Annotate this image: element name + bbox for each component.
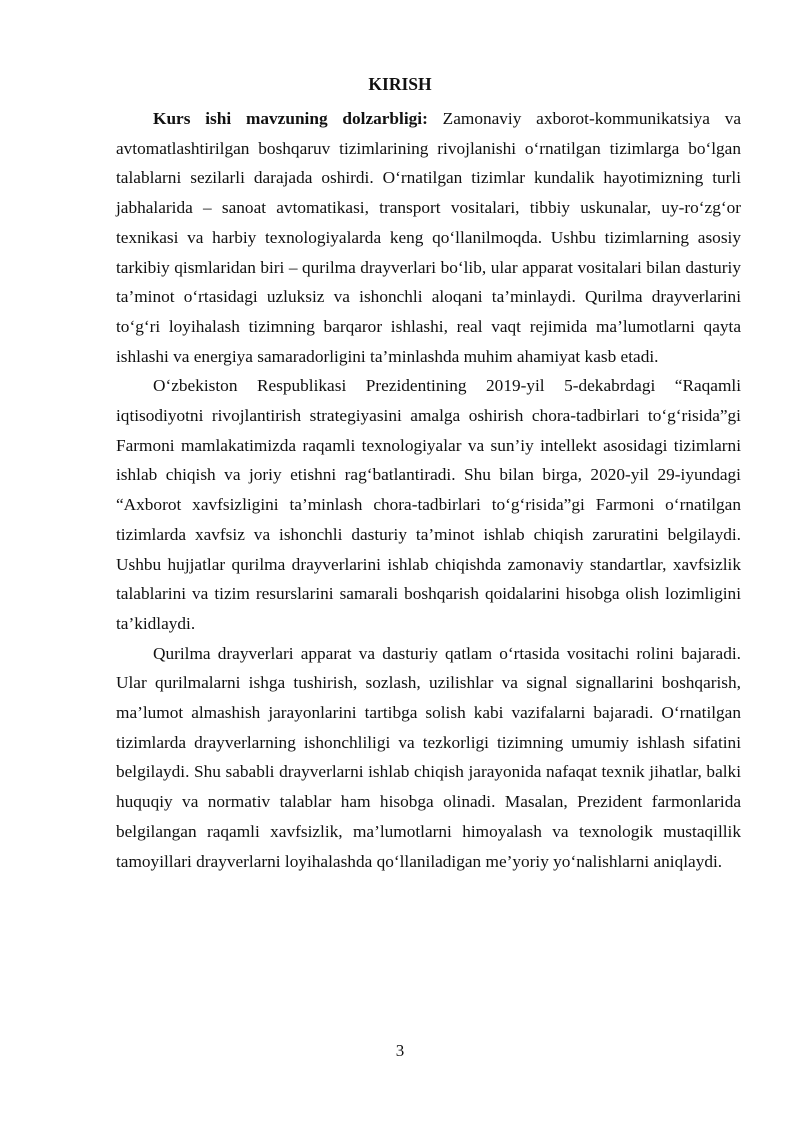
paragraph-lead: Kurs ishi mavzuning dolzarbligi: (153, 109, 428, 128)
paragraph-relevance (116, 104, 741, 371)
page-number: 3 (395, 1041, 405, 1060)
paragraph-text: Zamonaviy axborot-kommunikatsiya va avtomatlashtirilgan boshqaruv tizimlarining rivojlanishi o‘rnatilgan tizimlarga bo‘lgan talablarni sezilarli darajada oshirdi. O‘rnatilgan tizimlar kundalik hayotimizning turli jabhalarida – sanoat avtomatikasi, transport vositalari, tibbiy uskunalar, uy-ro‘zg‘or texnikasi va harbiy texnologiyalarda keng qo‘llanilmoqda. Ushbu tizimlarning asosiy tarkibiy qismlaridan biri – qurilma drayverlari bo‘lib, ular apparat vositalari bilan dasturiy ta’minot o‘rtasidagi uzluksiz va ishonchli aloqani ta’minlaydi. Qurilma drayverlarini to‘g‘ri loyihalash tizimning barqaror ishlashi, real vaqt rejimida ma’lumotlarni qayta ishlashi va energiya samaradorligini ta’minlashda muhim ahamiyat kasb etadi. (116, 109, 742, 366)
section-heading: KIRISH (368, 74, 432, 94)
body-text (116, 104, 741, 876)
paragraph-decrees: O‘zbekiston Respublikasi Prezidentining 2019-yil 5-dekabrdagi “Raqamli iqtisodiyotni rivojlantirish strategiyasini amalga oshirish chora-tadbirlari to‘g‘risida”gi Farmoni mamlakatimizda raqamli texnologiyalar va sun’iy intellekt asosidagi tizimlarni ishlab chiqish va joriy etishni rag‘batlantiradi. Shu bilan birga, 2020-yil 29-iyundagi “Axborot xavfsizligini ta’minlash chora-tadbirlari to‘g‘risida”gi Farmoni o‘rnatilgan tizimlarda xavfsiz va ishonchli dasturiy ta’minot ishlab chiqish zaruratini belgilaydi. Ushbu hujjatlar qurilma drayverlarini ishlab chiqishda zamonaviy standartlar, xavfsizlik talablarini va tizim resurslarini samarali boshqarish qoidalarini hisobga olish lozimligini ta’kidlaydi. (116, 376, 741, 633)
paragraph-drivers: Qurilma drayverlari apparat va dasturiy qatlam o‘rtasida vositachi rolini bajaradi. Ular qurilmalarni ishga tushirish, sozlash, uzilishlar va signal signallarini boshqarish, ma’lumot almashish jarayonlarini tartibga solish kabi vazifalarni bajaradi. O‘rnatilgan tizimlarda drayverlarning ishonchliligi va tezkorligi tizimning umumiy ishlash sifatini belgilaydi. Shu sababli drayverlarni ishlab chiqish jarayonida nafaqat texnik jihatlar, balki huquqiy va normativ talablar ham hisobga olinadi. Masalan, Prezident farmonlarida belgilangan raqamli xavfsizlik, ma’lumotlarni himoyalash va texnologik mustaqillik tamoyillari drayverlarni loyihalashda qo‘llaniladigan me’yoriy yo‘nalishlarni aniqlaydi. (116, 643, 741, 871)
